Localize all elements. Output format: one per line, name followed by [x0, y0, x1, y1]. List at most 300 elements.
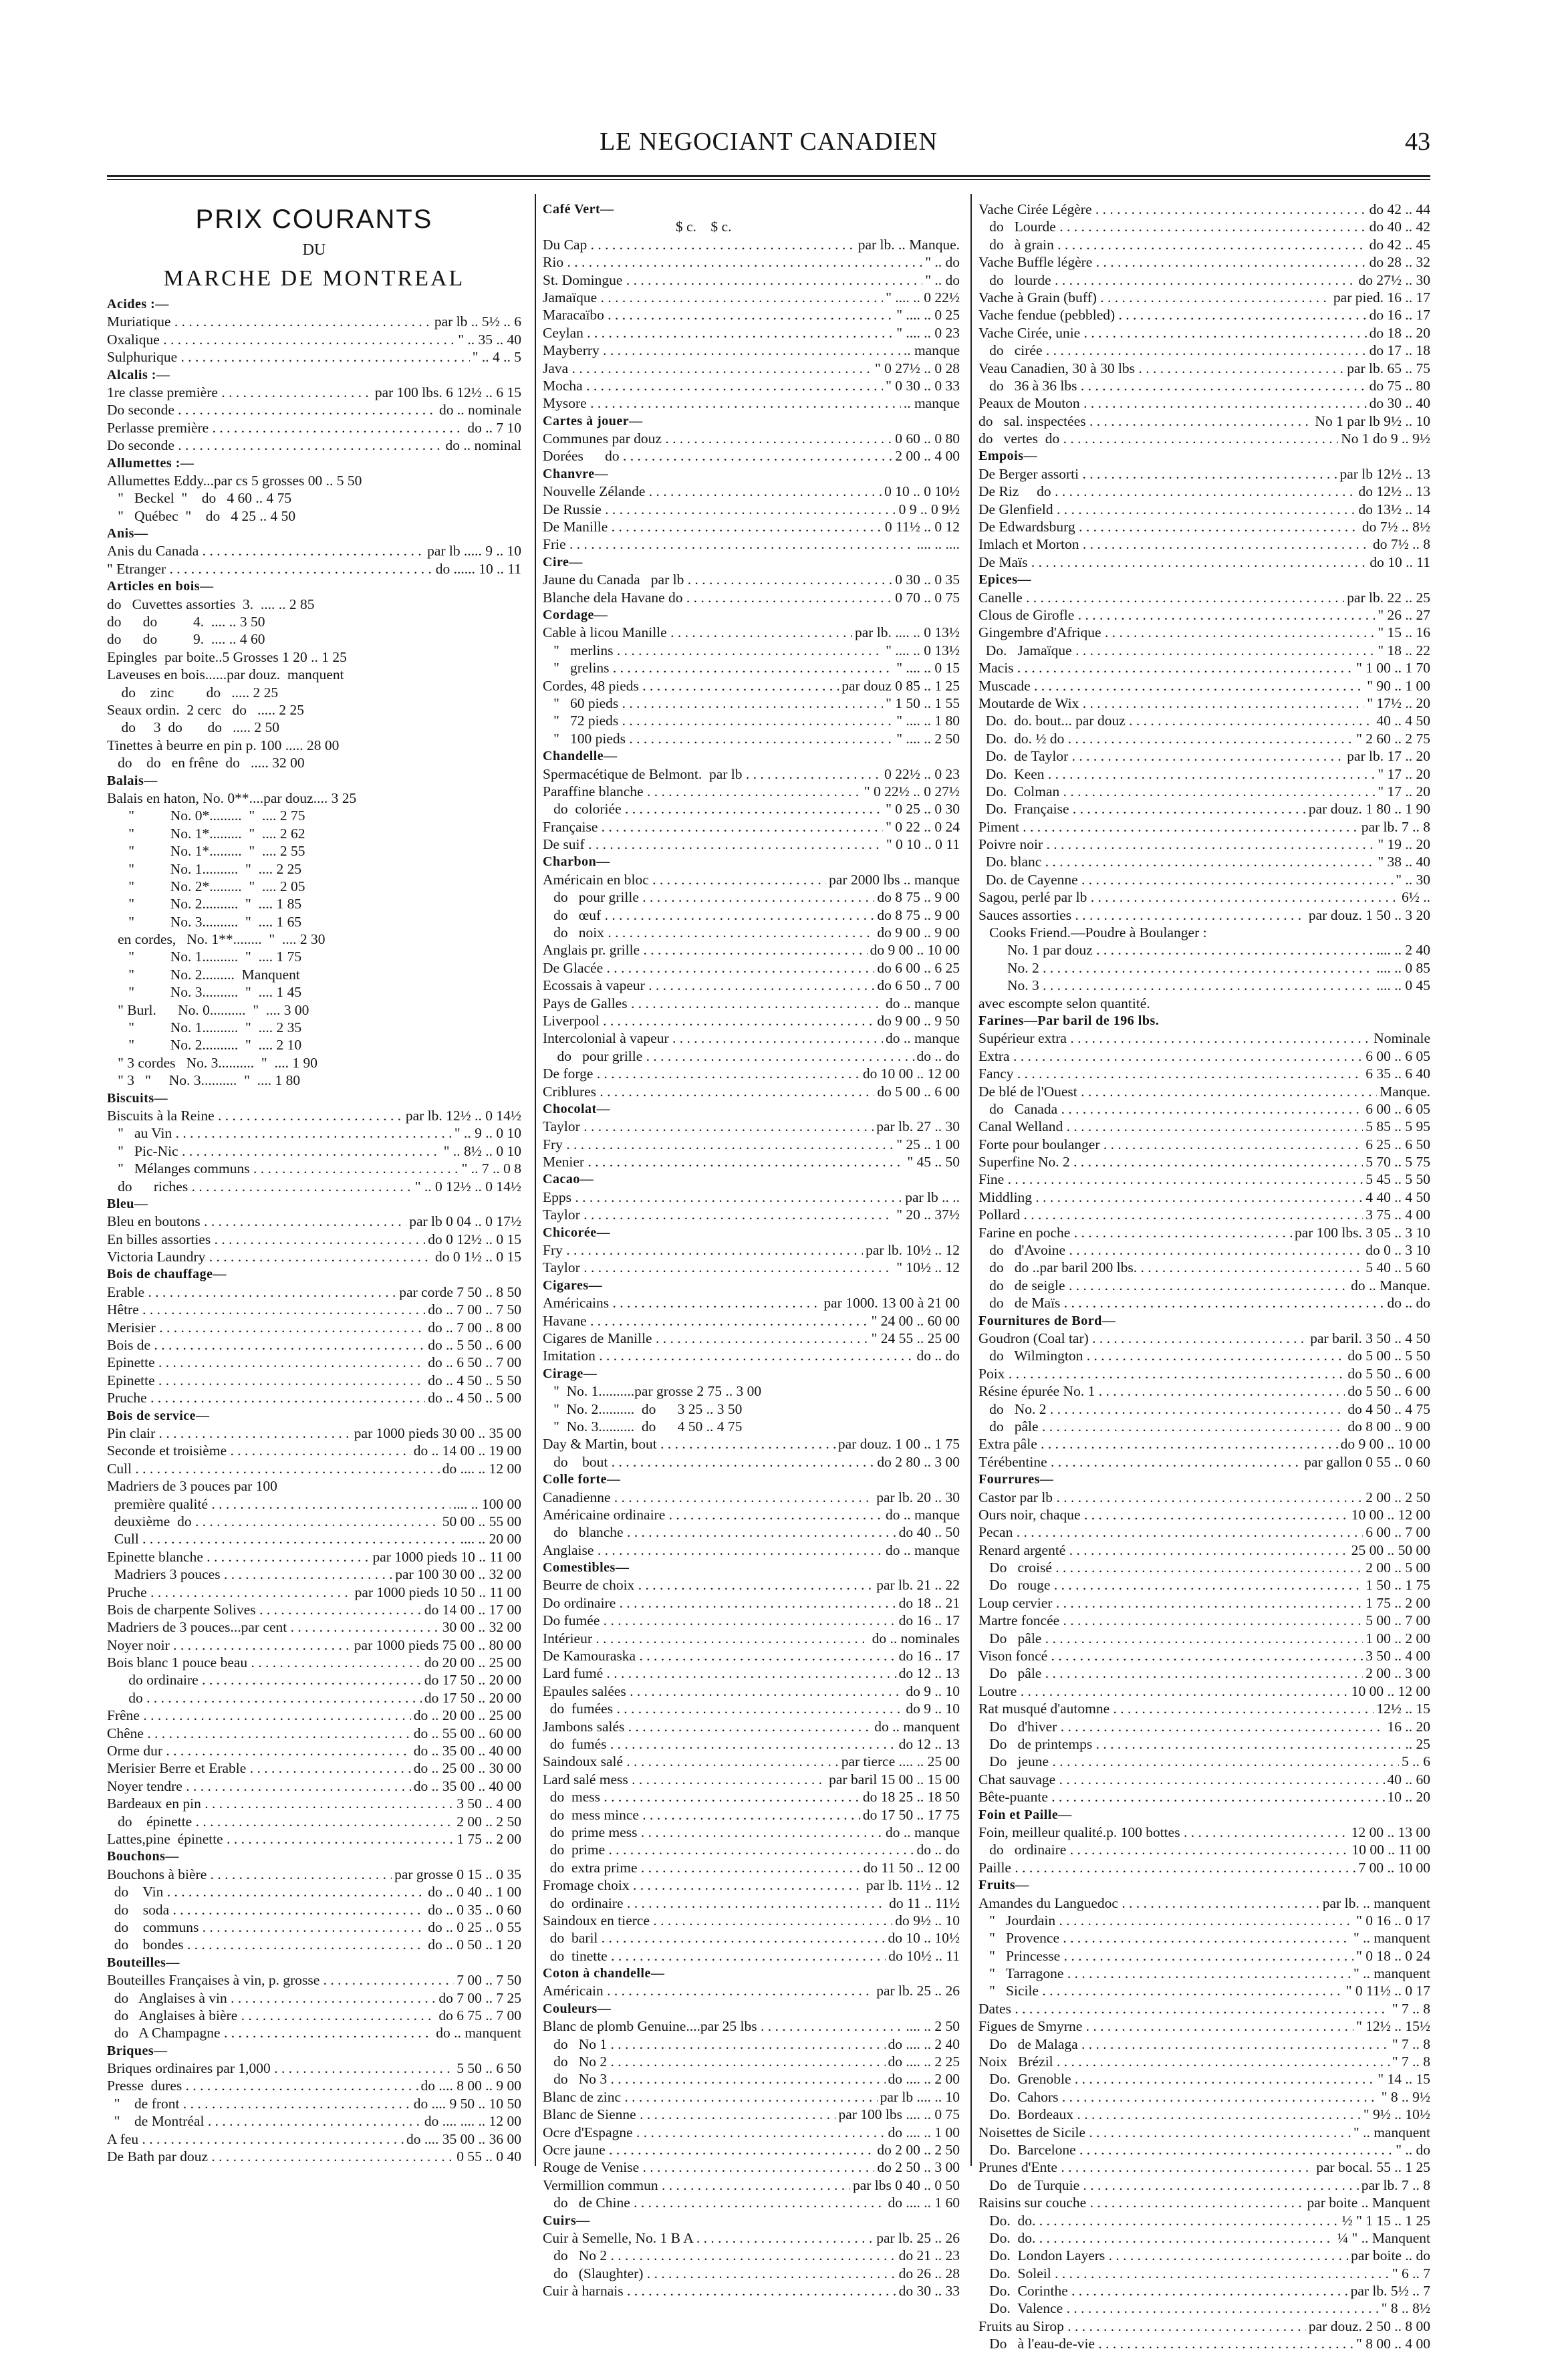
item-name: Beurre de choix . . . — [543, 1576, 874, 1594]
price-row — [543, 518, 960, 535]
item-name: Forte pour boulanger . . . — [978, 1136, 1363, 1153]
price-line: do do en frêne do ..... 32 00 — [107, 755, 305, 771]
price-row — [107, 1283, 521, 1301]
item-name: Ceylan . . . — [543, 324, 894, 342]
price-row — [543, 394, 960, 412]
item-price: do 2 80 .. 3 00 — [877, 1453, 960, 1470]
price-row — [107, 1707, 521, 1724]
item-name: do cirée . . . — [978, 342, 1367, 359]
item-price: do .... 8 00 .. 9 00 — [420, 2078, 521, 2094]
price-row — [978, 1241, 1430, 1259]
price-row — [978, 2212, 1430, 2229]
category-heading: Comestibles— — [543, 1560, 630, 1576]
item-name: Renard argenté . . . — [978, 1541, 1349, 1559]
item-price: par lb. 25 .. 26 — [876, 2229, 960, 2246]
price-row — [543, 836, 960, 853]
price-row — [978, 624, 1430, 641]
price-row — [978, 659, 1430, 676]
item-price: par 100 30 00 .. 32 00 — [395, 1566, 521, 1583]
item-price: do .... 9 50 .. 10 50 — [413, 2095, 521, 2112]
price-line: " No. 0*......... " .... 2 75 — [107, 808, 305, 824]
price-line: Balais en haton, No. 0**....par douz.... 3 25 — [107, 789, 357, 806]
item-price: 16 .. 20 — [1387, 1718, 1430, 1735]
item-name: Farine en poche . . . — [978, 1224, 1292, 1241]
item-name: do ordinaire . . . — [543, 1894, 886, 1912]
price-row — [978, 1541, 1430, 1559]
item-price: " 17½ .. 20 — [1367, 695, 1430, 711]
item-name: Oxalique . . . — [107, 331, 455, 348]
item-name: Anglais pr. grille . . . — [543, 941, 868, 959]
item-name: Américaine ordinaire . . . — [543, 1506, 883, 1523]
item-price: do 4 50 .. 4 75 — [1347, 1400, 1430, 1417]
item-price: " 8 .. 8½ — [1381, 2300, 1430, 2317]
item-price: do .. 35 00 .. 40 00 — [413, 1743, 521, 1759]
item-price: " .... .. 0 15 — [896, 660, 960, 676]
price-row — [107, 1530, 521, 1547]
item-price: " 26 .. 27 — [1378, 606, 1430, 623]
price-row — [107, 1795, 521, 1812]
item-price: " 1 50 .. 1 55 — [886, 695, 960, 711]
item-name: De Kamouraska . . . — [543, 1647, 896, 1664]
item-price: .... .. .... — [916, 536, 960, 553]
item-price: 3 50 .. 4 00 — [456, 1795, 521, 1812]
price-row — [978, 800, 1430, 818]
item-name: Intérieur . . . — [543, 1630, 870, 1647]
item-name: Piment . . . — [978, 818, 1359, 836]
item-price: do 40 .. 42 — [1369, 219, 1430, 235]
price-row — [978, 253, 1430, 271]
price-row — [978, 977, 1430, 994]
item-name: Dates . . . — [978, 2000, 1390, 2017]
category-heading: Bouteilles— — [107, 1955, 180, 1970]
item-price: Nominale — [1374, 1030, 1430, 1047]
item-price: " .... .. 0 25 — [896, 307, 960, 324]
price-row — [978, 2177, 1430, 2194]
item-name: De Berger assorti . . . — [978, 465, 1337, 483]
price-row — [978, 1382, 1430, 1400]
item-name: do Lourde . . . — [978, 218, 1367, 235]
price-row — [543, 659, 960, 676]
item-price: do 8 00 .. 9 00 — [1347, 1418, 1430, 1435]
price-row — [543, 1012, 960, 1029]
price-row — [543, 783, 960, 800]
price-row — [107, 1866, 521, 1883]
item-name: Moutarde de Wix . . . — [978, 695, 1364, 712]
price-row — [978, 1594, 1430, 1612]
price-line: en cordes, No. 1**........ " .... 2 30 — [107, 931, 325, 948]
price-row — [107, 1354, 521, 1371]
item-price: par 1000 pieds 10 .. 11 00 — [372, 1548, 521, 1565]
item-price: do .... .. 1 00 — [888, 2124, 960, 2140]
item-price: ¼ " .. Manquent — [1337, 2229, 1430, 2246]
price-row — [543, 1065, 960, 1082]
price-row — [978, 1647, 1430, 1664]
item-name: do fumées . . . — [543, 1700, 903, 1717]
price-line: do do 9. .... .. 4 60 — [107, 631, 265, 648]
item-name: do tinette . . . — [543, 1947, 886, 1965]
item-price: 0 9 .. 0 9½ — [898, 501, 960, 517]
item-name: Macis . . . — [978, 659, 1353, 676]
price-row — [978, 2335, 1430, 2352]
item-price: Manque. — [1380, 1083, 1430, 1100]
price-row — [543, 342, 960, 359]
price-row — [978, 1894, 1430, 1912]
item-price: par lb. 11½ .. 12 — [866, 1877, 960, 1894]
item-price: do 5 50 .. 6 00 — [1347, 1365, 1430, 1382]
category-heading: Cirage— — [543, 1366, 598, 1381]
item-price: do 17 50 .. 20 00 — [424, 1672, 521, 1689]
price-line: " No. 1.......... " .... 1 75 — [107, 949, 302, 965]
price-row — [107, 1584, 521, 1601]
item-price: do 16 .. 17 — [898, 1612, 960, 1629]
item-name: Pruche . . . — [107, 1389, 425, 1406]
item-name: Imitation . . . — [543, 1347, 914, 1364]
price-row — [978, 483, 1430, 500]
price-line: " No. 1..........par grosse 2 75 .. 3 00 — [543, 1383, 762, 1400]
item-price: 50 00 .. 55 00 — [442, 1513, 521, 1529]
price-row — [978, 1859, 1430, 1876]
item-price: par bocal. 55 .. 1 25 — [1316, 2159, 1430, 2176]
item-name: Jamaïque . . . — [543, 289, 883, 306]
price-row — [107, 1777, 521, 1795]
item-name: De Edwardsburg . . . — [978, 518, 1359, 535]
item-price: do 9 .. 10 — [906, 1683, 960, 1699]
item-name: " 60 pieds . . . — [543, 695, 883, 712]
price-row — [107, 1601, 521, 1618]
item-price: par lb .... .. 10 — [880, 2088, 960, 2105]
category-heading: Empois— — [978, 449, 1037, 464]
price-row — [978, 1277, 1430, 1294]
price-row — [107, 2024, 521, 2041]
item-price: par douz. 1 50 .. 3 20 — [1308, 906, 1430, 923]
item-name: do bondes . . . — [107, 1936, 425, 1953]
price-row — [107, 1548, 521, 1566]
item-price: do .. nominales — [872, 1630, 960, 1646]
item-name: Clous de Girofle . . . — [978, 606, 1375, 624]
price-row — [543, 1647, 960, 1664]
price-row — [978, 271, 1430, 289]
item-name: Do rouge . . . — [978, 1576, 1363, 1594]
price-row — [107, 1213, 521, 1230]
item-name: Lattes,pine épinette . . . — [107, 1830, 454, 1848]
price-row — [543, 1894, 960, 1912]
item-name: Do seconde . . . — [107, 401, 436, 418]
price-row — [978, 360, 1430, 377]
price-row — [543, 906, 960, 924]
item-price: " 9½ .. 10½ — [1363, 2106, 1430, 2123]
item-price: do .. 25 00 .. 30 00 — [413, 1760, 521, 1777]
item-price: do .. do — [916, 1047, 960, 1064]
item-name: Java . . . — [543, 360, 872, 377]
item-name: Vache Cirée, unie . . . — [978, 324, 1367, 342]
item-name: Orme dur . . . — [107, 1742, 411, 1759]
header-rule — [107, 175, 1430, 177]
price-row — [107, 348, 521, 366]
item-name: Vison foncé . . . — [978, 1647, 1363, 1664]
item-name: Do à l'eau-de-vie . . . — [978, 2335, 1353, 2352]
price-row — [978, 1559, 1430, 1576]
item-name: Biscuits à la Reine . . . — [107, 1107, 403, 1124]
item-price: do 18 .. 21 — [898, 1594, 960, 1611]
price-row — [978, 201, 1430, 218]
price-line: do zinc do ..... 2 25 — [107, 684, 279, 701]
item-price: " 6 .. 7 — [1392, 2265, 1430, 2281]
price-row — [543, 1118, 960, 1135]
category-heading: Fruits— — [978, 1878, 1029, 1893]
item-name: Du Cap . . . — [543, 236, 856, 253]
price-row — [978, 342, 1430, 359]
price-row — [543, 1241, 960, 1259]
item-price: do 18 25 .. 18 50 — [862, 1789, 960, 1806]
item-price: par gallon 0 55 .. 0 60 — [1304, 1453, 1430, 1470]
price-row — [543, 1083, 960, 1100]
price-row — [543, 818, 960, 836]
price-row — [107, 1372, 521, 1389]
item-price: " 0 22 .. 0 24 — [886, 818, 960, 835]
item-price: 3 75 .. 4 00 — [1365, 1207, 1430, 1223]
category-heading: Chicorée— — [543, 1225, 611, 1240]
price-row — [107, 1654, 521, 1671]
item-name: do de seigle . . . — [978, 1277, 1348, 1294]
price-row — [978, 2141, 1430, 2158]
item-price: do 8 75 .. 9 00 — [877, 906, 960, 923]
price-row — [978, 1347, 1430, 1364]
price-row — [978, 306, 1430, 324]
category-heading: Anis— — [107, 526, 148, 541]
price-row — [543, 924, 960, 941]
item-price: 1 50 .. 1 75 — [1365, 1577, 1430, 1594]
item-price: do 5 00 .. 5 50 — [1347, 1348, 1430, 1364]
price-row — [978, 1718, 1430, 1735]
item-price: par 100 lbs. 3 05 .. 3 10 — [1294, 1224, 1430, 1241]
item-price: do ...... 10 .. 11 — [435, 560, 521, 577]
category-heading: Alcalis :— — [107, 367, 170, 382]
item-price: " 10½ .. 12 — [896, 1259, 960, 1276]
category-heading: Cordage— — [543, 607, 608, 622]
price-line: " No. 3.......... do 4 50 .. 4 75 — [543, 1418, 743, 1435]
category-heading: Allumettes :— — [107, 455, 194, 471]
price-row — [107, 2112, 521, 2130]
price-row — [978, 1118, 1430, 1135]
price-line: " No. 2*......... " .... 2 05 — [107, 878, 305, 894]
item-name: En billes assorties . . . — [107, 1231, 425, 1248]
item-price: do 5 50 .. 6 00 — [1347, 1383, 1430, 1400]
item-price: 1 75 .. 2 00 — [456, 1830, 521, 1847]
price-row — [978, 959, 1430, 977]
item-name: Bouteilles Françaises à vin, p. grosse . . . — [107, 1971, 454, 1989]
item-price: do 6 50 .. 7 00 — [877, 977, 960, 994]
item-price: " 8 .. 9½ — [1381, 2088, 1430, 2105]
item-price: do .... .... .. 12 00 — [424, 2113, 521, 2130]
item-name: Pays de Galles . . . — [543, 995, 883, 1012]
item-price: do 30 .. 40 — [1369, 395, 1430, 412]
category-heading: Bois de chauffage— — [107, 1267, 227, 1282]
item-price: do .. 6 50 .. 7 00 — [428, 1354, 521, 1371]
section-market: MARCHE DE MONTREAL — [163, 266, 465, 291]
item-name: Do. Française . . . — [978, 800, 1306, 818]
price-row — [107, 2095, 521, 2112]
price-row — [543, 677, 960, 695]
item-price: do 6 00 .. 6 25 — [877, 959, 960, 976]
item-price: par lb ..... 9 .. 10 — [427, 543, 521, 560]
price-row — [107, 2077, 521, 2094]
price-row — [978, 888, 1430, 906]
item-name: do fumés . . . — [543, 1735, 896, 1753]
item-name: do noix . . . — [543, 924, 874, 941]
price-row — [978, 1523, 1430, 1541]
item-price: do .. manquent — [874, 1718, 960, 1735]
item-name: Seconde et troisième . . . — [107, 1442, 411, 1459]
item-price: " .. 30 — [1396, 871, 1430, 888]
price-row — [543, 360, 960, 377]
item-name: Noyer noir . . . — [107, 1636, 352, 1654]
item-price: par pied. 16 .. 17 — [1333, 289, 1430, 305]
item-price: 12 00 .. 13 00 — [1351, 1824, 1430, 1840]
price-row — [978, 1630, 1430, 1647]
category-heading: Fournitures de Bord— — [978, 1313, 1116, 1328]
item-price: .... .. 2 50 — [906, 2018, 960, 2035]
item-price: par baril 15 00 .. 15 00 — [829, 1771, 960, 1787]
item-name: Loutre . . . — [978, 1683, 1349, 1700]
price-row — [978, 2106, 1430, 2123]
item-name: Do. Grenoble . . . — [978, 2070, 1375, 2088]
price-row — [978, 430, 1430, 447]
category-heading: Balais— — [107, 773, 158, 788]
item-price: par lb. 10½ .. 12 — [866, 1242, 960, 1259]
price-row — [978, 236, 1430, 253]
price-row — [978, 394, 1430, 412]
item-price: par grosse 0 15 .. 0 35 — [394, 1866, 521, 1882]
item-name: Bouchons à bière . . . — [107, 1866, 392, 1883]
price-row — [543, 1735, 960, 1753]
price-row — [107, 2060, 521, 2077]
item-price: " 7 .. 8 — [1392, 2035, 1430, 2052]
price-row — [978, 1912, 1430, 1929]
item-name: Loup cervier . . . — [978, 1594, 1363, 1612]
price-row — [107, 1513, 521, 1530]
item-price: par lb. 12½ .. 0 14½ — [405, 1107, 521, 1124]
item-name: Do. London Layers . . . — [978, 2247, 1348, 2264]
item-name: Do. Colman . . . — [978, 783, 1375, 800]
item-price: 7 00 .. 7 50 — [456, 1972, 521, 1989]
item-name: Supérieur extra . . . — [978, 1029, 1371, 1047]
category-heading: Cuirs— — [543, 2213, 590, 2228]
item-price: do 9 00 .. 9 50 — [877, 1012, 960, 1029]
price-list-3 — [978, 201, 1430, 2353]
item-price: .. manque — [903, 342, 960, 359]
item-name: Ours noir, chaque . . . — [978, 1506, 1349, 1523]
item-price: par lb. 5½ .. 7 — [1350, 2283, 1430, 2300]
item-name: Do seconde . . . — [107, 437, 443, 454]
item-price: do 12 .. 13 — [898, 1665, 960, 1682]
price-row — [543, 1259, 960, 1276]
item-price: do 10 00 .. 12 00 — [862, 1066, 960, 1082]
item-name: St. Domingue . . . — [543, 271, 922, 289]
item-price: do 11 .. 11½ — [889, 1894, 960, 1911]
item-price: do .. 20 00 .. 25 00 — [413, 1707, 521, 1724]
item-price: do 12½ .. 13 — [1358, 483, 1430, 500]
item-name: Cuir à harnais . . . — [543, 2282, 896, 2300]
price-row — [978, 1418, 1430, 1435]
item-price: do .. manque — [885, 1824, 960, 1840]
item-name: do Anglaises à vin . . . — [107, 1989, 436, 2007]
item-name: Do. Jamaïque . . . — [978, 642, 1375, 659]
item-price: 5 00 .. 7 00 — [1365, 1612, 1430, 1629]
price-row — [978, 906, 1430, 924]
item-price: do 10 .. 10½ — [888, 1930, 960, 1947]
item-name: Saindoux en tierce . . . — [543, 1912, 892, 1929]
item-price: do .. 55 00 .. 60 00 — [413, 1725, 521, 1741]
item-price: do .. Manque. — [1351, 1277, 1430, 1293]
price-row — [543, 995, 960, 1012]
item-price: do 10 .. 11 — [1369, 553, 1430, 570]
price-row — [978, 1965, 1430, 1982]
item-name: Poivre noir . . . — [978, 836, 1375, 853]
item-name: Do de Turquie . . . — [978, 2177, 1359, 2194]
price-row — [543, 1806, 960, 1824]
item-name: Do d'hiver . . . — [978, 1718, 1385, 1735]
price-row — [978, 218, 1430, 235]
price-row — [107, 384, 521, 401]
item-price: " 8 00 .. 4 00 — [1356, 2336, 1430, 2352]
item-price: 6 00 .. 6 05 — [1365, 1100, 1430, 1117]
item-price: .... .. 100 00 — [452, 1495, 521, 1512]
price-row — [543, 800, 960, 818]
item-price: " .. 8½ .. 0 10 — [443, 1142, 521, 1159]
price-row — [543, 1347, 960, 1364]
item-name: do mess mince . . . — [543, 1806, 860, 1824]
item-name: do Vin . . . — [107, 1883, 425, 1900]
item-name: Canelle . . . — [978, 589, 1344, 606]
item-name: Presse dures . . . — [107, 2077, 418, 2094]
item-price: do .. 14 00 .. 19 00 — [413, 1443, 521, 1459]
price-row — [978, 1788, 1430, 1806]
item-price: par tierce .... .. 25 00 — [841, 1753, 960, 1770]
price-row — [543, 1576, 960, 1594]
item-name: Do. do. bout... par douz . . . — [978, 712, 1374, 729]
price-row — [543, 1771, 960, 1788]
item-price: " 0 18 .. 0 24 — [1356, 1947, 1430, 1964]
price-row — [543, 765, 960, 783]
price-row — [543, 1700, 960, 1717]
price-row — [978, 1947, 1430, 1965]
item-price: do .... .. 2 40 — [888, 2035, 960, 2052]
item-price: do .. do — [916, 1348, 960, 1364]
item-name: do communs . . . — [107, 1918, 425, 1936]
item-name: Anglaise . . . — [543, 1541, 883, 1559]
price-line: " Burl. No. 0.......... " .... 3 00 — [107, 1001, 309, 1018]
price-row — [543, 1153, 960, 1170]
item-price: par lb. 22 .. 25 — [1347, 589, 1430, 606]
item-price: do 75 .. 80 — [1369, 377, 1430, 394]
price-line: Laveuses en bois......par douz. manquent — [107, 666, 344, 683]
item-name: Cuir à Semelle, No. 1 B A . . . — [543, 2229, 874, 2247]
price-line: do do 4. .... .. 3 50 — [107, 614, 265, 630]
price-row — [978, 1259, 1430, 1276]
price-line: " Québec " do 4 25 .. 4 50 — [107, 507, 296, 524]
item-name: Pin clair . . . — [107, 1425, 352, 1442]
item-price: No 1 par lb 9½ .. 10 — [1315, 412, 1430, 429]
item-price: " .... .. 0 13½ — [886, 642, 960, 658]
item-price: do 7½ .. 8 — [1373, 536, 1430, 553]
price-row — [107, 1742, 521, 1759]
item-name: " au Vin . . . — [107, 1124, 452, 1142]
item-name: Sulphurique . . . — [107, 348, 470, 366]
price-row — [978, 553, 1430, 571]
item-price: do .. manque — [885, 1541, 960, 1558]
item-name: do de Maïs . . . — [978, 1294, 1385, 1312]
item-price: do 18 .. 20 — [1369, 324, 1430, 341]
